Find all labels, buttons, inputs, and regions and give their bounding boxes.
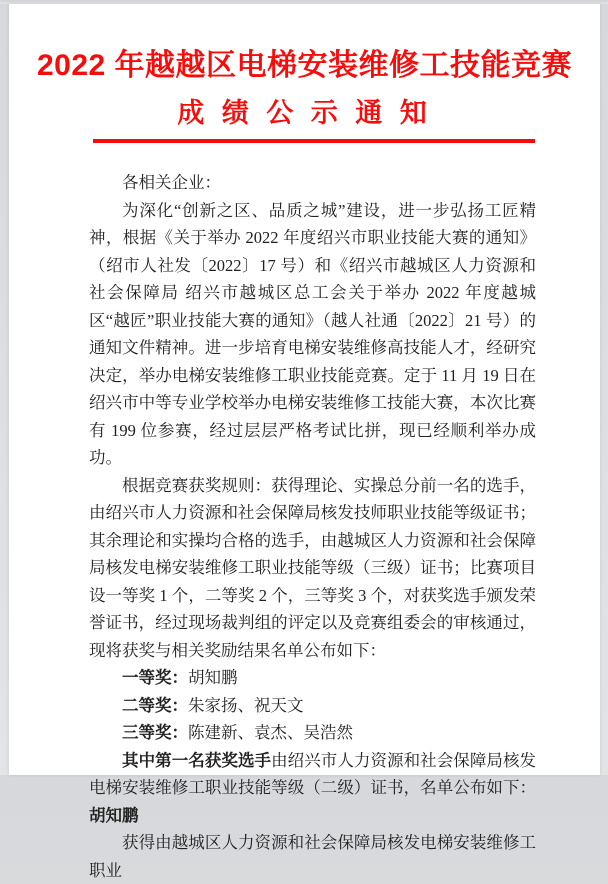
document-title-line2: 成 绩 公 示 通 知 [177, 98, 432, 128]
paragraph-background: 为深化“创新之区、品质之城”建设，进一步弘扬工匠精神，根据《关于举办 2022 年度绍兴市职业技能大赛的通知》（绍市人社发〔2022〕17 号）和《绍兴市越城区人力资源和社会保障局 绍兴市越城区总工会关于举办 2022 年度越城区“越匠”职业技能大赛的通知》（越人社通〔2022〕21 号）的通知文件精神。进一步培育电梯安装维修高技能人才，经研究决定，举办电梯安装维修工职业技能竞赛。定于 11 月 19 日在绍兴市中等专业学校举办电梯安装维修工技能大赛，本次比赛有 199 位参赛，经过层层严格考试比拼，现已经顺利举办成功。 [89, 200, 536, 467]
document-page [9, 4, 600, 880]
award-label-third: 三等奖： [122, 723, 188, 742]
award-names-first: 胡知鹏 [188, 668, 238, 687]
first-place-winner-name: 胡知鹏 [89, 805, 139, 825]
award-line-second-prize [89, 692, 536, 720]
paragraph-award-rules: 根据竞赛获奖规则：获得理论、实操总分前一名的选手，由绍兴市人力资源和社会保障局核发技师职业技能等级证书；其余理论和实操均合格的选手，由越城区人力资源和社会保障局核发电梯安装维修工职业技能等级（三级）证书；比赛项目设一等奖 1 个，二等奖 2 个，三等奖 3 个，对获奖选手颁发荣誉证书，经过现场裁判组的评定以及竞赛组委会的审核通过，现将获奖与相关奖励结果名单公布如下： [89, 475, 536, 660]
first-place-text: 由绍兴市人力资源和社会保障局核发电梯安装维修工职业技能等级（二级）证书，名单公布如下： [89, 750, 536, 797]
first-place-bold-lead: 其中第一名获奖选手 [122, 750, 272, 770]
award-line-third-prize [89, 719, 536, 747]
award-label-first: 一等奖： [122, 668, 188, 687]
award-names-second: 朱家扬、祝天文 [188, 695, 304, 715]
award-line-first-prize [89, 664, 536, 692]
title-divider-rule [93, 139, 535, 143]
award-names-third: 陈建新、袁杰、吴浩然 [188, 723, 353, 742]
document-title-line1: 2022 年越越区电梯安装维修工技能竞赛 [36, 49, 573, 82]
award-label-second: 二等奖： [122, 695, 188, 715]
document-title-block [9, 48, 600, 143]
document-body [89, 169, 536, 884]
paragraph-first-place-cert [89, 747, 536, 830]
salutation-line: 各相关企业： [122, 173, 221, 192]
paragraph-last-truncated: 获得由越城区人力资源和社会保障局核发电梯安装维修工职业 [89, 833, 536, 880]
